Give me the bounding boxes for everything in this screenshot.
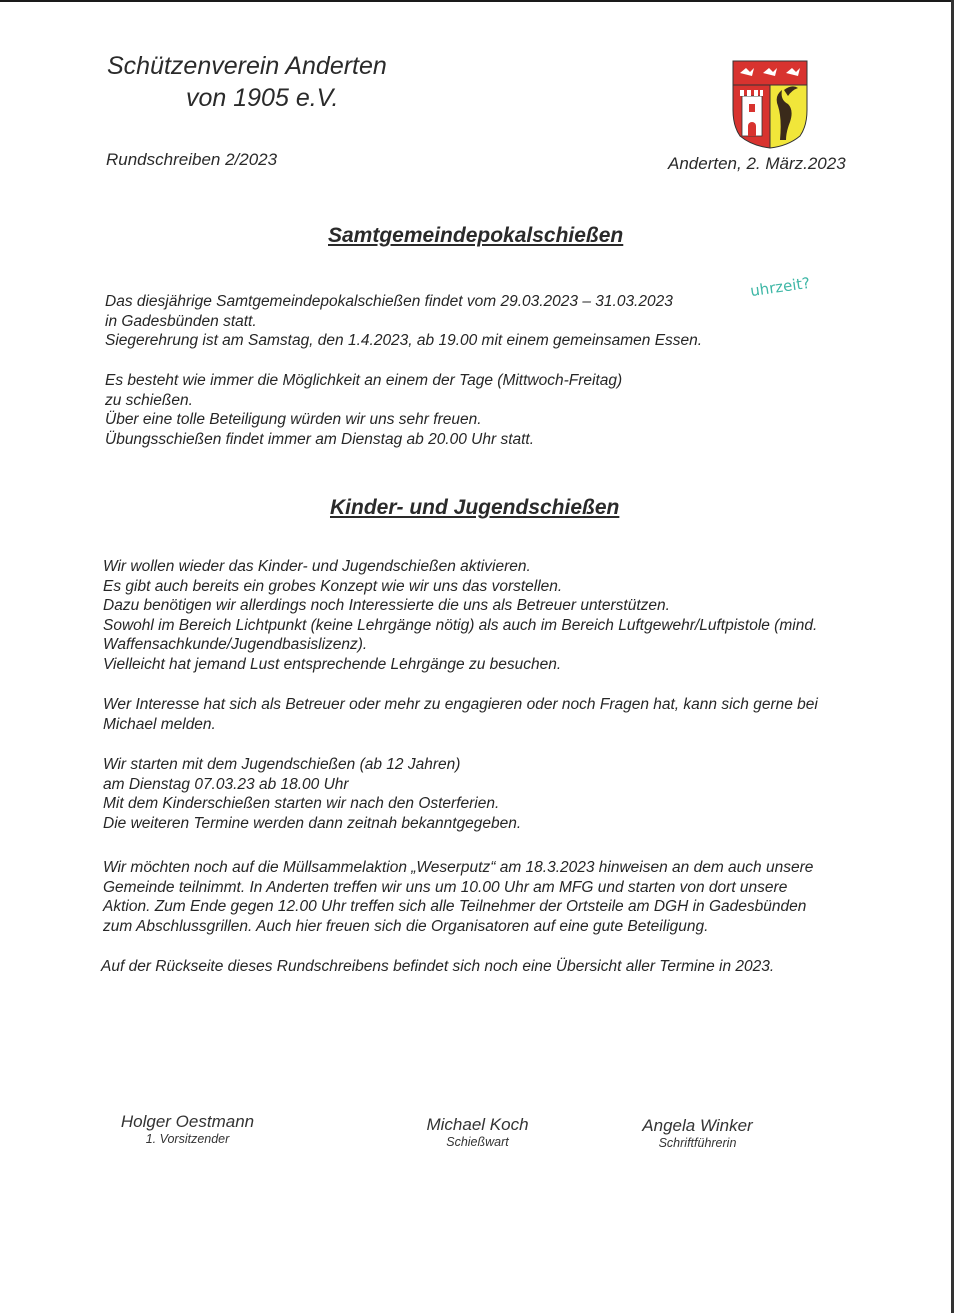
signature-role: Schriftführerin <box>658 1136 737 1150</box>
text-line: Auf der Rückseite dieses Rundschreibens befindet sich noch eine Übersicht aller Termine in 2023. <box>101 958 775 975</box>
org-founding: von 1905 e.V. <box>186 84 339 112</box>
signature-block-secretary <box>620 1116 775 1150</box>
signature-block-shooting-master <box>405 1115 550 1149</box>
text-line: Mit dem Kinderschießen starten wir nach den Osterferien. <box>103 795 500 812</box>
handwritten-note: uhrzeit? <box>749 273 812 301</box>
backside-note <box>101 957 774 977</box>
text-line: Dazu benötigen wir allerdings noch Interessierte die uns als Betreuer unterstützen. <box>103 597 670 614</box>
signature-name: Michael Koch <box>426 1115 529 1134</box>
text-line: Wir möchten noch auf die Müllsammelaktion „Weserputz“ am 18.3.2023 hinweisen an dem auch unsere <box>103 859 814 876</box>
text-line: Waffensachkunde/Jugendbasislizenz). <box>103 636 368 653</box>
text-line: Wer Interesse hat sich als Betreuer oder mehr zu engagieren oder noch Fragen hat, kann sich gerne bei <box>103 696 818 713</box>
text-line: Aktion. Zum Ende gegen 12.00 Uhr treffen sich alle Teilnehmer der Ortsteile am DGH in Gadesbünden <box>103 898 807 915</box>
text-line: Die weiteren Termine werden dann zeitnah bekanntgegeben. <box>103 814 522 832</box>
text-line: Es besteht wie immer die Möglichkeit an einem der Tage (Mittwoch-Freitag) <box>105 372 623 389</box>
text-line: Gemeinde teilnimmt. In Anderten treffen wir uns um 10.00 Uhr am MFG und starten von dort unsere <box>103 878 788 896</box>
scan-edge-top <box>0 0 954 2</box>
text-line: zum Abschlussgrillen. Auch hier freuen sich die Organisatoren auf eine gute Beteiligung. <box>103 917 709 935</box>
text-line: Michael melden. <box>103 715 216 733</box>
coat-of-arms-icon <box>732 60 808 152</box>
youth-paragraph-contact <box>103 695 818 734</box>
pokal-paragraph-dates <box>105 292 702 351</box>
signature-block-chair <box>100 1112 275 1146</box>
text-line: in Gadesbünden statt. <box>105 312 257 330</box>
signature-name: Angela Winker <box>642 1116 753 1135</box>
weserputz-paragraph <box>103 858 813 936</box>
place-date: Anderten, 2. März.2023 <box>668 154 846 173</box>
signature-role: 1. Vorsitzender <box>145 1132 230 1146</box>
pokal-paragraph-info <box>105 371 622 449</box>
text-line: Vielleicht hat jemand Lust entsprechende Lehrgänge zu besuchen. <box>103 655 562 673</box>
text-line: Übungsschießen findet immer am Dienstag ab 20.00 Uhr statt. <box>105 430 535 448</box>
text-line: am Dienstag 07.03.23 ab 18.00 Uhr <box>103 775 349 793</box>
youth-paragraph-intro <box>103 557 817 674</box>
text-line: Wir starten mit dem Jugendschießen (ab 12 Jahren) <box>103 756 461 773</box>
youth-paragraph-start <box>103 755 521 833</box>
signature-role: Schießwart <box>446 1135 509 1149</box>
text-line: Es gibt auch bereits ein grobes Konzept wie wir uns das vorstellen. <box>103 577 563 595</box>
text-line: Sowohl im Bereich Lichtpunkt (keine Lehrgänge nötig) als auch im Bereich Luftgewehr/Luftpistole (mind. <box>103 616 818 634</box>
section-heading-pokal: Samtgemeindepokalschießen <box>328 224 624 247</box>
signature-name: Holger Oestmann <box>120 1112 255 1131</box>
circular-number: Rundschreiben 2/2023 <box>106 150 278 169</box>
text-line: zu schießen. <box>105 391 193 409</box>
text-line: Über eine tolle Beteiligung würden wir uns sehr freuen. <box>105 411 482 428</box>
text-line: Wir wollen wieder das Kinder- und Jugendschießen aktivieren. <box>103 558 531 575</box>
org-name: Schützenverein Anderten <box>107 52 387 80</box>
text-line: Siegerehrung ist am Samstag, den 1.4.2023, ab 19.00 mit einem gemeinsamen Essen. <box>105 332 703 349</box>
section-heading-youth: Kinder- und Jugendschießen <box>330 496 620 519</box>
text-line: Das diesjährige Samtgemeindepokalschießen findet vom 29.03.2023 – 31.03.2023 <box>105 293 673 310</box>
